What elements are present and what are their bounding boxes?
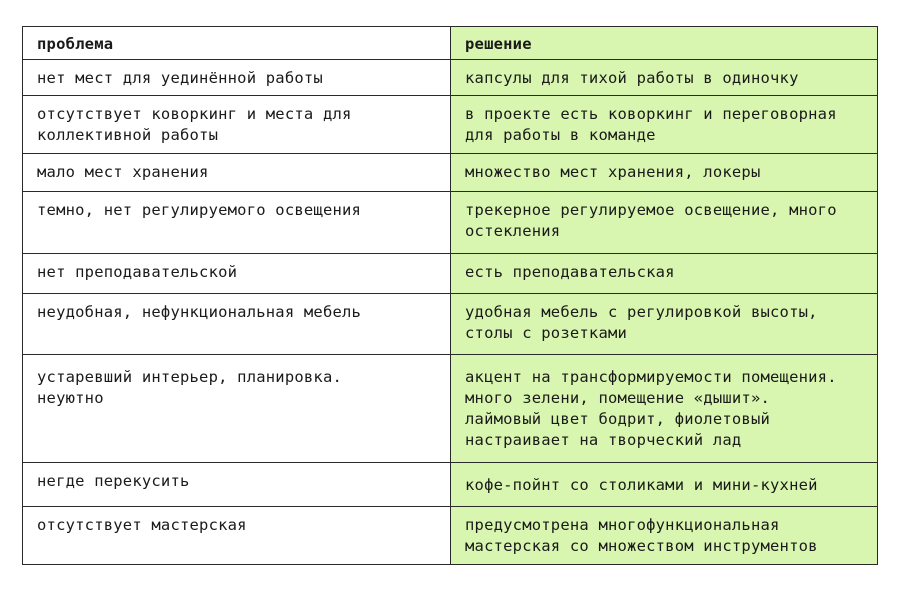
solution-cell: предусмотрена многофункциональная мастерская со множеством инструментов [451,507,877,564]
problem-cell: неудобная, нефункциональная мебель [23,294,451,354]
problem-cell: отсутствует мастерская [23,507,451,564]
solution-cell: трекерное регулируемое освещение, много остекления [451,192,877,253]
problem-cell: мало мест хранения [23,154,451,191]
table-row [23,96,877,154]
solution-cell: удобная мебель с регулировкой высоты, столы с розетками [451,294,877,354]
solution-cell: есть преподавательская [451,254,877,293]
table-row [23,507,877,564]
problem-cell: негде перекусить [23,463,451,506]
solution-cell: множество мест хранения, локеры [451,154,877,191]
problem-cell: нет мест для уединённой работы [23,60,451,95]
header-problem: проблема [23,27,451,59]
table-header-row [23,27,877,60]
problem-cell: темно, нет регулируемого освещения [23,192,451,253]
solution-cell: акцент на трансформируемости помещения. много зелени, помещение «дышит». лаймовый цвет бодрит, фиолетовый настраивает на творческий лад [451,355,877,462]
solution-cell: в проекте есть коворкинг и переговорная для работы в команде [451,96,877,153]
table-row [23,355,877,463]
problem-cell: нет преподавательской [23,254,451,293]
header-solution: решение [451,27,877,59]
table-row [23,463,877,507]
table-row [23,154,877,192]
table-row [23,60,877,96]
table-row [23,294,877,355]
table-row [23,254,877,294]
problem-cell: устаревший интерьер, планировка. неуютно [23,355,451,462]
solution-cell: кофе-пойнт со столиками и мини-кухней [451,463,877,506]
problem-cell: отсутствует коворкинг и места для коллективной работы [23,96,451,153]
problem-solution-table [22,26,878,565]
table-row [23,192,877,254]
solution-cell: капсулы для тихой работы в одиночку [451,60,877,95]
